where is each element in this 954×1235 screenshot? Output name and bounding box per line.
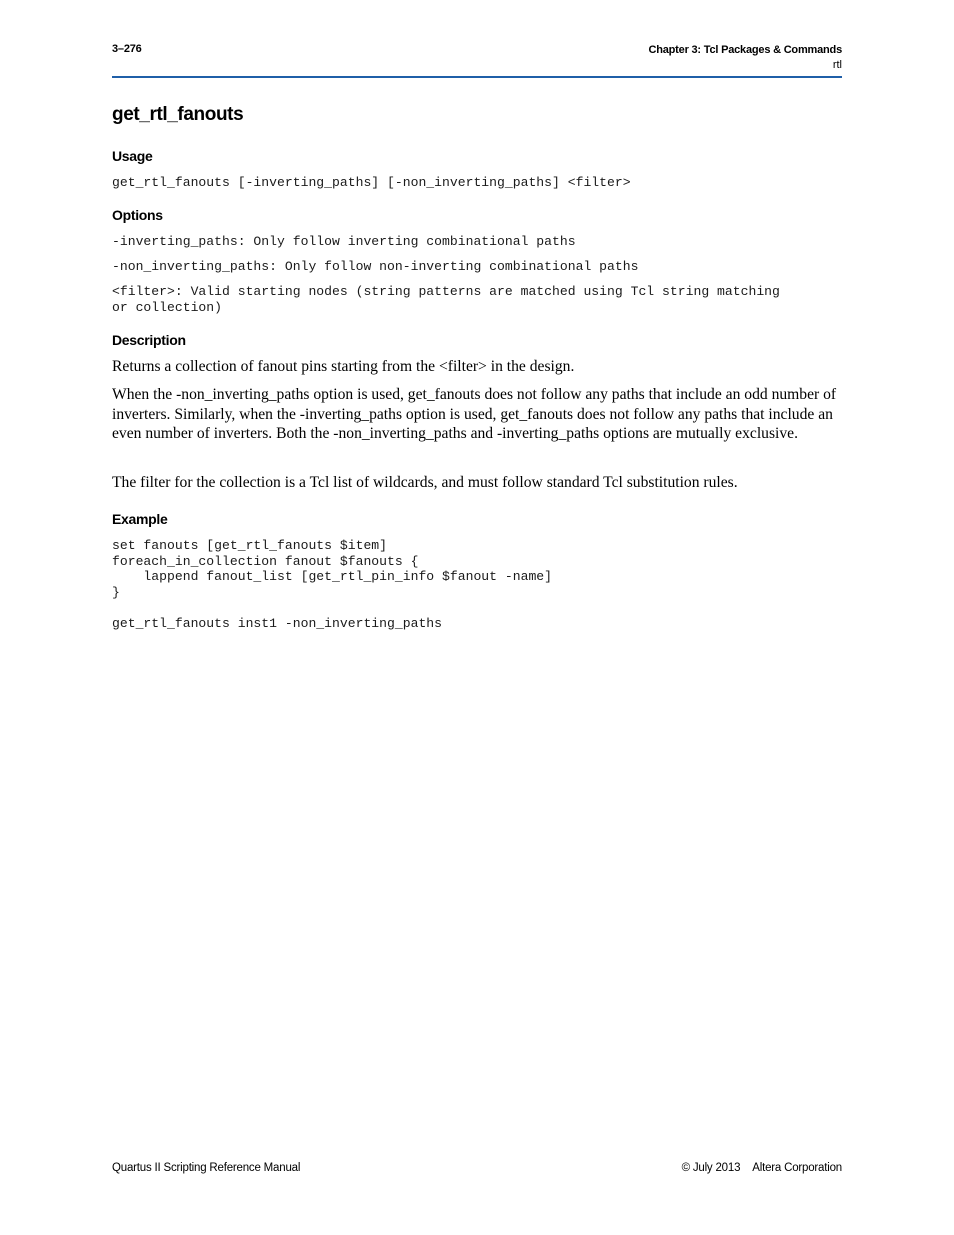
header-divider <box>112 76 842 78</box>
description-paragraph-2: When the -non_inverting_paths option is used, get_fanouts does not follow any paths that include an odd number of inverters. Similarly, when the -inverting_paths option is used, get_fanouts does not follow any paths that include an even number of inverters. Both the -non_inverting_paths and -inverting_paths options are mutually exclusive. <box>112 386 837 443</box>
description-paragraph-1: Returns a collection of fanout pins starting from the <filter> in the design. <box>112 358 575 375</box>
option-non-inverting-paths: -non_inverting_paths: Only follow non-inverting combinational paths <box>112 259 639 274</box>
example-heading: Example <box>112 511 168 527</box>
example-code-call: get_rtl_fanouts inst1 -non_inverting_paths <box>112 616 443 631</box>
chapter-title: Chapter 3: Tcl Packages & Commands <box>648 44 842 56</box>
command-title: get_rtl_fanouts <box>112 104 244 125</box>
page-number: 3–276 <box>112 43 142 55</box>
description-heading: Description <box>112 332 186 348</box>
usage-heading: Usage <box>112 148 153 164</box>
options-heading: Options <box>112 207 163 223</box>
section-name: rtl <box>832 59 842 71</box>
description-paragraph-3: The filter for the collection is a Tcl list of wildcards, and must follow standard Tcl substitution rules. <box>112 474 738 491</box>
footer-right <box>682 1162 842 1174</box>
manual-name: Quartus II Scripting Reference Manual <box>112 1162 301 1174</box>
running-header <box>648 43 842 73</box>
option-filter: <filter>: Valid starting nodes (string patterns are matched using Tcl string matching or collection) <box>112 284 780 315</box>
copyright-date: © July 2013 <box>681 1162 741 1174</box>
company-name: Altera Corporation <box>752 1162 842 1174</box>
example-code-block: set fanouts [get_rtl_fanouts $item] foreach_in_collection fanout $fanouts { lappend fanout_list [get_rtl_pin_info $fanout -name] } <box>112 538 553 600</box>
usage-code: get_rtl_fanouts [-inverting_paths] [-non_inverting_paths] <filter> <box>112 175 631 190</box>
option-inverting-paths: -inverting_paths: Only follow inverting combinational paths <box>112 234 576 249</box>
